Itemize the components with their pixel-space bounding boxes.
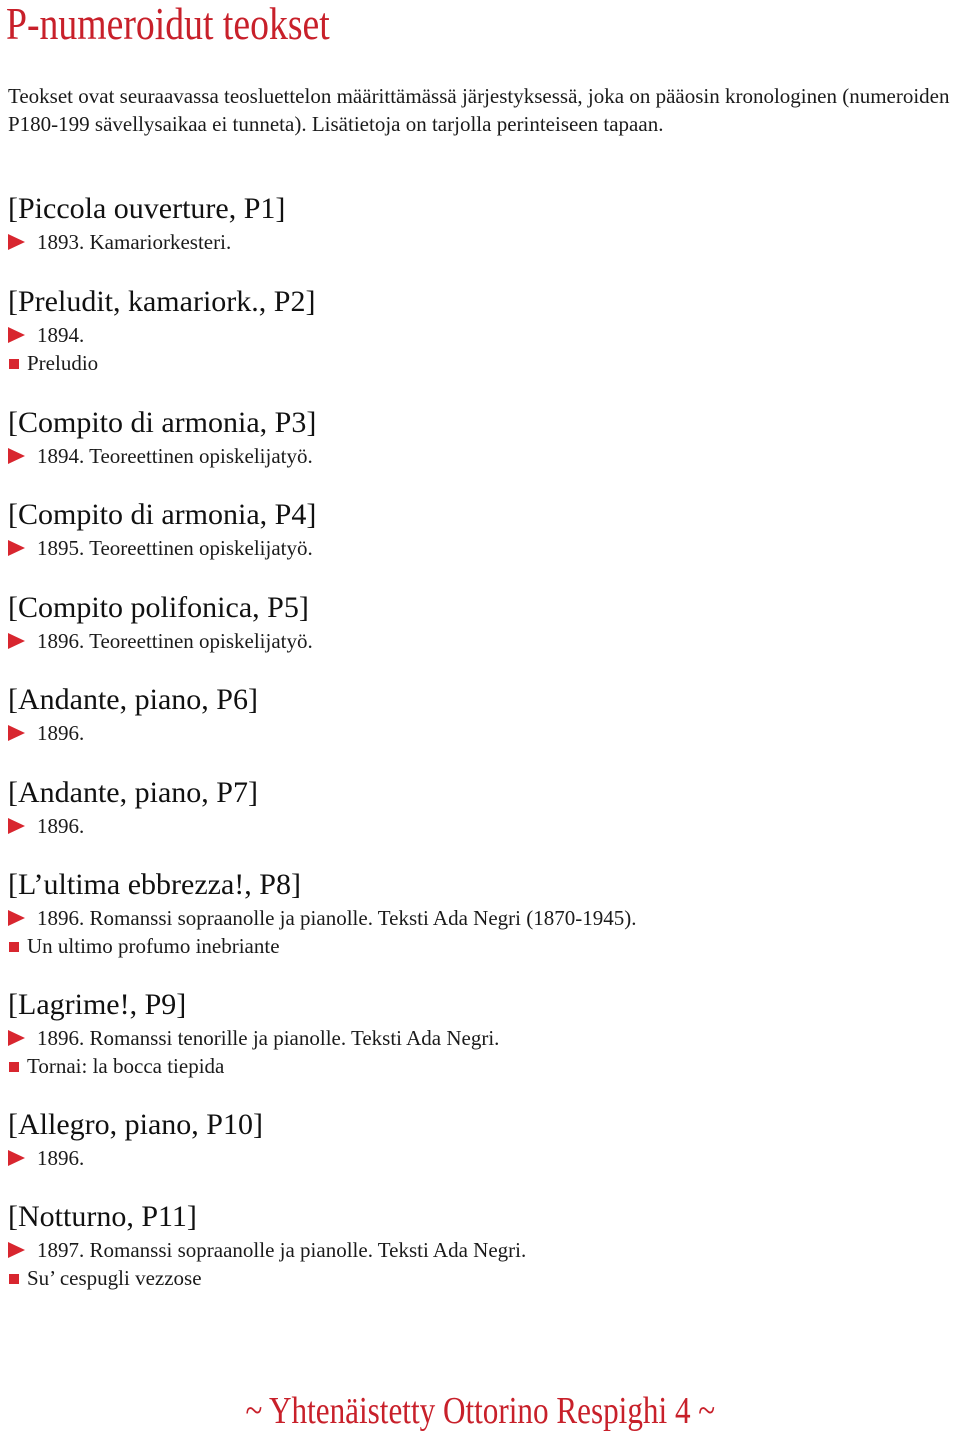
work-entry	[8, 986, 958, 1080]
play-arrow-icon	[8, 234, 25, 250]
work-info	[8, 627, 958, 655]
work-movement	[8, 349, 958, 377]
page-title: P-numeroidut teokset	[6, 0, 330, 49]
work-movement-text: Preludio	[27, 351, 99, 375]
play-arrow-icon	[8, 725, 25, 741]
play-arrow-icon	[8, 633, 25, 649]
work-title: [Lagrime!, P9]	[8, 988, 187, 1021]
work-title: [Compito polifonica, P5]	[8, 591, 309, 624]
work-info	[8, 442, 958, 470]
work-entry	[8, 774, 958, 840]
work-movement-text: Su’ cespugli vezzose	[27, 1266, 202, 1290]
work-entry	[8, 1198, 958, 1292]
work-entry	[8, 589, 958, 655]
work-info-text: 1896. Romanssi sopraanolle ja pianolle. Teksti Ada Negri (1870-1945).	[37, 906, 637, 930]
work-title: [Piccola ouverture, P1]	[8, 192, 286, 225]
work-entry	[8, 190, 958, 256]
work-info	[8, 812, 958, 840]
work-info-text: 1897. Romanssi sopraanolle ja pianolle. Teksti Ada Negri.	[37, 1238, 527, 1262]
work-movement-text: Un ultimo profumo inebriante	[27, 934, 280, 958]
play-arrow-icon	[8, 448, 25, 464]
work-entry	[8, 404, 958, 470]
square-bullet-icon	[9, 1274, 19, 1284]
square-bullet-icon	[9, 1062, 19, 1072]
play-arrow-icon	[8, 327, 25, 343]
work-title: [Andante, piano, P7]	[8, 776, 258, 809]
play-arrow-icon	[8, 910, 25, 926]
play-arrow-icon	[8, 540, 25, 556]
work-movement	[8, 932, 958, 960]
work-info	[8, 904, 958, 932]
work-entry	[8, 866, 958, 960]
work-entry	[8, 283, 958, 377]
work-info	[8, 321, 958, 349]
work-info	[8, 719, 958, 747]
work-title: [Preludit, kamariork., P2]	[8, 285, 316, 318]
work-info-text: 1895. Teoreettinen opiskelijatyö.	[37, 536, 313, 560]
work-title: [Compito di armonia, P4]	[8, 498, 317, 531]
work-info	[8, 1144, 958, 1172]
square-bullet-icon	[9, 359, 19, 369]
work-title: [Compito di armonia, P3]	[8, 406, 317, 439]
work-title: [Andante, piano, P6]	[8, 683, 258, 716]
work-entry	[8, 1106, 958, 1172]
work-info	[8, 228, 958, 256]
work-info	[8, 534, 958, 562]
work-movement-text: Tornai: la bocca tiepida	[27, 1054, 225, 1078]
work-info-text: 1894. Teoreettinen opiskelijatyö.	[37, 444, 313, 468]
work-movement	[8, 1264, 958, 1292]
work-info-text: 1896. Romanssi tenorille ja pianolle. Teksti Ada Negri.	[37, 1026, 500, 1050]
work-info	[8, 1024, 958, 1052]
play-arrow-icon	[8, 1150, 25, 1166]
work-title: [Allegro, piano, P10]	[8, 1108, 263, 1141]
work-info-text: 1896.	[37, 1146, 85, 1170]
work-info-text: 1896. Teoreettinen opiskelijatyö.	[37, 629, 313, 653]
work-movement	[8, 1052, 958, 1080]
work-info-text: 1894.	[37, 323, 85, 347]
work-entry	[8, 496, 958, 562]
work-entry	[8, 681, 958, 747]
play-arrow-icon	[8, 1242, 25, 1258]
footer-text: ~ Yhtenäistetty Ottorino Respighi 4 ~	[245, 1390, 715, 1432]
play-arrow-icon	[8, 818, 25, 834]
work-title: [Notturno, P11]	[8, 1200, 197, 1233]
page-footer	[0, 1388, 960, 1434]
work-info-text: 1893. Kamariorkesteri.	[37, 230, 232, 254]
intro-paragraph: Teokset ovat seuraavassa teosluettelon määrittämässä järjestyksessä, joka on pääosin kronologinen (numeroiden P180-199 sävellysaikaa ei tunneta). Lisätietoja on tarjolla perinteiseen tapaan.	[8, 84, 950, 136]
work-info-text: 1896.	[37, 814, 85, 838]
work-info	[8, 1236, 958, 1264]
work-title: [L’ultima ebbrezza!, P8]	[8, 868, 301, 901]
play-arrow-icon	[8, 1030, 25, 1046]
square-bullet-icon	[9, 942, 19, 952]
work-info-text: 1896.	[37, 721, 85, 745]
